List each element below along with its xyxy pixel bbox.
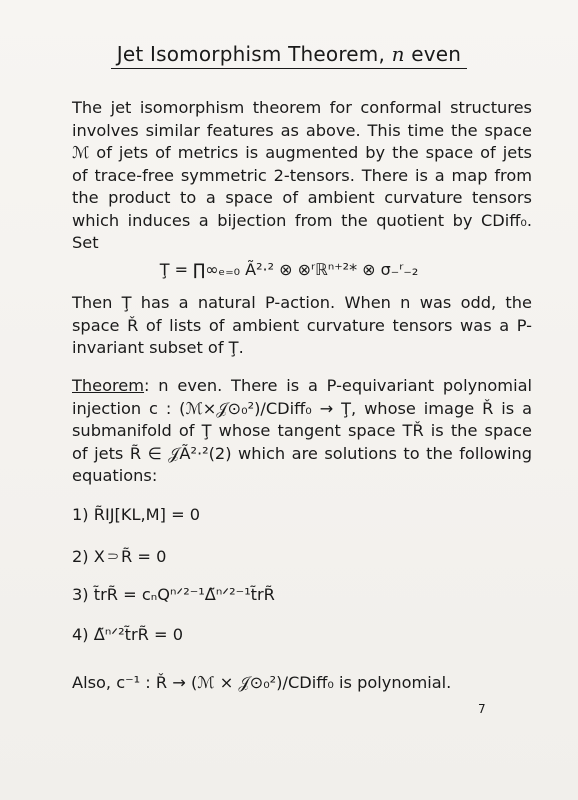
title-suffix: even — [411, 42, 462, 66]
equation-4: 4) Δ̃ⁿᐟ²t̃rR̃ = 0 — [72, 625, 184, 644]
title-var: n — [391, 42, 405, 66]
slide-title — [0, 42, 578, 69]
equation-set-text: Ţ = ∏∞ₑ₌₀ Ã²·² ⊗ ⊗ʳℝⁿ⁺²* ⊗ σ₋ʳ₋₂ — [159, 260, 419, 279]
equation-3: 3) t̃rR̃ = cₙQⁿᐟ²⁻¹Δ̃ⁿᐟ²⁻¹t̃rR̃ — [72, 585, 275, 604]
theorem-text: : n even. There is a P-equivariant polynomial injection c : (ℳ×𝒥⊙₀²)/CDiff₀ → Ţ, whose image Ř is a submanifold of Ţ whose tangent space TŘ is the space of jets R̃ ∈ 𝒥Ã²·²(2) which are solutions to the following equations: — [72, 376, 532, 485]
paragraph-action — [72, 292, 532, 360]
paragraph-theorem — [72, 375, 532, 488]
equation-set — [0, 260, 578, 279]
title-text: Jet Isomorphism Theorem, — [116, 42, 386, 66]
paragraph-intro-text: The jet isomorphism theorem for conformal structures involves similar features as above. This time the space ℳ of jets of metrics is augmented by the space of jets of trace-free symmetric 2-tensors. There is a map from the product to a space of ambient curvature tensors which induces a bijection from the quotient by CDiff₀. Set — [72, 98, 532, 252]
theorem-label: Theorem — [72, 376, 145, 395]
paragraph-action-text: Then Ţ has a natural P-action. When n was odd, the space Ř of lists of ambient curvature tensors was a P-invariant subset of Ţ. — [72, 293, 532, 357]
paragraph-conclusion-text: Also, c⁻¹ : Ř → (ℳ × 𝒥⊙₀²)/CDiff₀ is polynomial. — [72, 673, 452, 692]
page-number: 7 — [478, 702, 486, 716]
equation-2: 2) X⸧R̃ = 0 — [72, 547, 167, 566]
paragraph-conclusion — [72, 672, 532, 695]
equation-1: 1) R̃IJ[KL,M] = 0 — [72, 505, 201, 524]
paragraph-intro — [72, 97, 532, 255]
